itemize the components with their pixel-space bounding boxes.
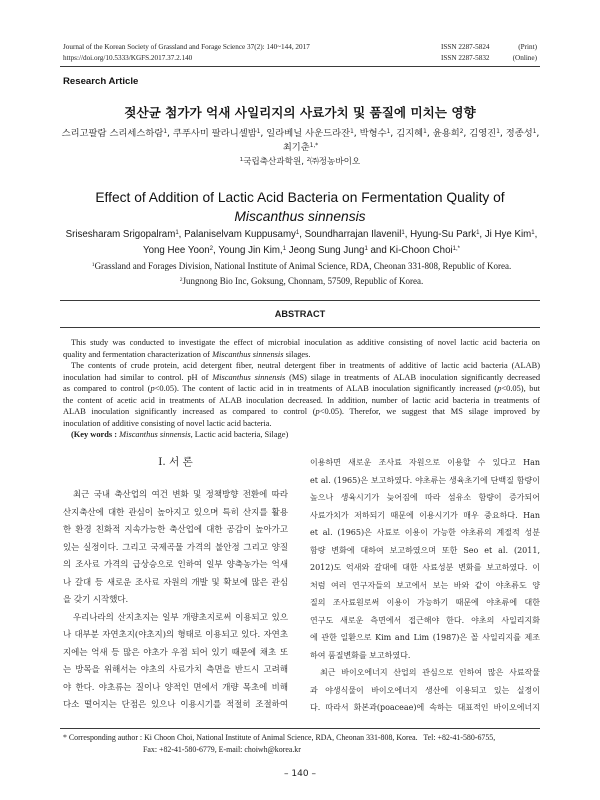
abstract-heading: ABSTRACT (274, 309, 326, 319)
abstract-line: the content of acetic acid in treatments of ALAB inoculation decreased. In addition, number of lactic acid bacteria in treatments of (63, 395, 540, 405)
bold-label: (Key words : (71, 430, 118, 440)
superscript-marker: 1 (386, 129, 391, 136)
text-run: , 쿠푸사미 팔라니셀밤 (167, 128, 257, 139)
text-run: ㈜정농바이오 (310, 157, 361, 167)
body-right-line: 사료가치가 저하되기 때문에 이용시기가 매우 중요하다. Han (310, 510, 540, 520)
doi-link[interactable]: https://doi.org/10.5333/KGFS.2017.37.2.140 (63, 53, 193, 62)
italic-text: p (150, 384, 155, 394)
superscript-marker: 1 (401, 229, 405, 236)
abstract-line: The contents of crude protein, acid detergent fiber, neutral detergent fiber in treatments of additive of lactic acid bacteria (ALAB) (71, 361, 540, 371)
abstract-paragraph (63, 429, 540, 441)
text-run: , (536, 128, 540, 139)
body-column-right (310, 454, 540, 717)
body-right-line: 최근 바이오에너지 산업의 관심으로 인하여 많은 사료작물 (320, 668, 540, 678)
korean-title: 젖산균 첨가가 억새 사일리지의 사료가치 및 품질에 미치는 영향 (124, 105, 476, 120)
text-run: , 일라베닐 사운드라잔 (260, 128, 351, 139)
body-left-line: 의 조사료 가격의 급상승으로 인하여 일부 양축농가는 억새 (63, 559, 288, 570)
abstract-body (63, 337, 540, 441)
body-left-line: 나 갈대 등 새로운 조사료 자원의 개발 및 확보에 많은 관심 (63, 576, 288, 587)
abstract-line: This study was conducted to investigate the effect of microbial inoculation as additive consisting of novel lactic acid bacteria on (71, 338, 540, 348)
article-type-label: Research Article (63, 76, 139, 87)
text-run: and Ki-Choon Choi (367, 245, 453, 256)
body-left-line: 나 대부분 자연초지(야초지)의 형태로 이용되고 있다. 자연초 (63, 629, 288, 640)
body-left-line: 다소 떨어지는 단점은 있으나 이용시기를 적절히 조절하여 (63, 699, 288, 710)
footnote-line: * Corresponding author : Ki Choon Choi, National Institute of Animal Science, RDA, Cheonan 331-808, Korea. Tel: +82-41-580-6755, (63, 733, 496, 742)
korean-authors (60, 127, 541, 155)
body-right-line: 다. 따라서 화본과(poaceae)에 속하는 대표적인 바이오에너지 (310, 703, 540, 713)
body-right-line: 에 관한 일환으로 Kim and Lim (1987)은 꼴 사일리지를 제조 (310, 633, 540, 643)
text-run: 국립축산과학원, (243, 157, 307, 167)
abstract-paragraph (63, 337, 540, 360)
text-run: , Hyung-Su Park (404, 229, 477, 240)
abstract-line (63, 406, 540, 418)
english-title (60, 188, 540, 226)
body-right-line: 이용하면 새로운 조사료 자원으로 이용할 수 있다고 Han (310, 458, 540, 468)
text-run: (MS) silage in treatments of ALAB inoculation significantly decreased (285, 372, 540, 382)
footnote-line: Fax: +82-41-580-6779, E-mail: choiwh@korea.kr (143, 745, 301, 754)
body-left-line: 을 갖기 시작했다. (63, 594, 129, 605)
body-right-line: et al. (1965)은 사료로 이용이 가능한 야초류의 계절적 성분 (310, 528, 540, 538)
issn-online (441, 53, 537, 64)
english-affiliation-line (62, 259, 541, 274)
text-run: <0.05). The content of lactic acid in in treatments of ALAB inoculation significantly increased ( (154, 384, 498, 394)
text-run: quality and fermentation characterization of (63, 349, 213, 359)
korean-author-line (60, 127, 541, 141)
corresponding-author-footnote (63, 732, 535, 756)
issn-print (441, 42, 537, 53)
body-right-line: 높으나 생육시기가 늦어짐에 따라 섬유소 함량이 증가되어 (310, 493, 540, 503)
text-run: , Young Jin Kim, (213, 245, 283, 256)
text-run: Jungnong Bio Inc, Goksung, Chonnam, 57509, Republic of Korea. (182, 275, 424, 286)
body-right-line: 2012)도 억새와 갈대에 대한 사료성분 변화를 보고하였다. 이 (310, 563, 540, 573)
text-run: Grassland and Forages Division, National Institute of Animal Science, RDA, Cheonan 331-808, Republic of Korea. (94, 260, 512, 271)
body-left-line: 있는 실정이다. 그리고 국제곡물 가격의 불안정 그리고 양질 (63, 541, 288, 552)
body-right-line: et al. (1965)은 보고하였다. 야초류는 생육초기에 단백질 함량이 (310, 475, 540, 485)
body-right-paragraph (310, 664, 540, 717)
text-run: , 김영진 (463, 128, 497, 139)
italic-text: p (497, 384, 502, 394)
superscript-marker: 1 (163, 129, 168, 136)
header-row-doi (63, 53, 537, 64)
korean-affiliations (60, 155, 540, 169)
italic-text: Miscanthus sinnensis (212, 372, 286, 382)
text-run: inoculation had similar to control. pH of (63, 372, 213, 382)
superscript-marker: 1 (282, 245, 287, 252)
superscript-marker: 1 (531, 229, 535, 236)
text-run: Srisesharam Srigopalram (65, 229, 176, 240)
body-left-line: 야 한다. 야초류는 질이나 양적인 면에서 개량 목초에 비해 (63, 681, 288, 692)
body-right-line: 처럼 여러 연구자들의 보고에서 보는 바와 같이 야초류도 양 (310, 580, 540, 590)
superscript-marker: 2 (459, 129, 464, 136)
body-left-line: 최근 국내 축산업의 여건 변화 및 정책방향 전환에 따라 (73, 489, 288, 500)
body-right-line: 질의 조사료원로써 이용이 가능하기 때문에 야초류에 대한 (310, 598, 540, 608)
superscript-marker: 1 (91, 261, 95, 268)
text-run: <0.05), but (501, 384, 540, 394)
text-run: ALAB inoculation significantly increased as compared to control ( (63, 407, 316, 417)
text-run: , (534, 229, 538, 240)
header-row-citation (63, 42, 537, 53)
superscript-marker: 1 (476, 229, 480, 236)
superscript-marker: 1 (532, 129, 537, 136)
abstract-line (63, 383, 540, 395)
text-run: as compared to control ( (63, 384, 151, 394)
superscript-marker: 2 (306, 157, 311, 164)
italic-text: Miscanthus sinnensis (212, 349, 284, 359)
superscript-marker: 1 (256, 129, 261, 136)
text-run: <0.05). Therefor, we suggest that MS silage improved by (319, 407, 540, 417)
body-left-paragraph (63, 609, 288, 714)
text-run: , Soundharrajan Ilavenil (299, 229, 402, 240)
journal-header (63, 42, 537, 64)
italic-text: Miscanthus sinnensis (234, 208, 366, 224)
abstract-top-rule (60, 300, 540, 301)
text-run: , Lactic acid bacteria, Silage) (190, 430, 289, 440)
body-left-line: 지에는 억새 등 많은 야초가 우점 되어 있기 때문에 채초 또 (63, 646, 288, 657)
english-author-line (62, 227, 541, 243)
footnote-rule (60, 728, 540, 729)
abstract-line: inoculation of additive consisting of novel lactic acid bacteria. (63, 418, 272, 428)
english-title-line: Effect of Addition of Lactic Acid Bacteria on Fermentation Quality of (95, 189, 505, 205)
korean-affiliation-line (60, 155, 540, 169)
abstract-paragraph (63, 360, 540, 429)
journal-citation: Journal of the Korean Society of Grassland and Forage Science 37(2): 140~144, 2017 (63, 42, 310, 51)
body-right-paragraph (310, 454, 540, 664)
body-left-line: 우리나라의 산지초지는 일부 개량초지로써 이용되고 있으 (73, 611, 288, 622)
abstract-line (63, 349, 540, 361)
text-run: , Ji Hye Kim (479, 229, 532, 240)
body-left-line: 한 환경 친화적 지속가능한 축산업에 대한 공감이 높아가고 (63, 524, 288, 535)
english-author-line (62, 243, 541, 259)
page-number: – 140 – (284, 769, 316, 779)
abstract-line (63, 372, 540, 384)
body-right-line: 과 야생식물이 바이오에너지 생산에 이용되고 있는 실정이 (310, 685, 540, 695)
english-affiliation-line (62, 274, 541, 289)
header-divider (60, 66, 540, 67)
issn-print-label: (Print) (518, 42, 537, 51)
superscript-marker: 1 (350, 129, 354, 136)
abstract-line (63, 429, 540, 441)
english-title-line (60, 207, 540, 226)
body-column-left (63, 486, 288, 714)
issn-online-label: (Online) (512, 53, 537, 62)
issn-print-number: ISSN 2287-5824 (441, 42, 490, 51)
abstract-bottom-rule (60, 327, 540, 328)
body-left-line: 는 방목을 위해서는 야초의 사료가치 측면을 반드시 고려해 (63, 664, 288, 675)
body-left-line: 산지축산에 대한 관심이 높아지고 있으며 특히 산지를 활용 (63, 506, 288, 517)
superscript-marker: 1 (496, 129, 500, 136)
superscript-marker: 1 (295, 229, 300, 236)
text-run: , Palaniselvam Kuppusamy (178, 229, 296, 240)
superscript-marker: 1 (239, 157, 244, 164)
italic-text: p (315, 407, 320, 417)
text-run: Jeong Sung Jung (286, 245, 365, 256)
section-heading-introduction: Ⅰ. 서 론 (158, 456, 193, 469)
superscript-marker: 1,* (309, 143, 319, 150)
body-right-line: 하여 품질변화를 보고하였다. (310, 650, 411, 660)
superscript-marker: 1 (175, 229, 179, 236)
text-run: silages. (283, 349, 311, 359)
text-run: , 윤용희 (426, 128, 460, 139)
text-run: 최기춘 (282, 142, 310, 153)
korean-author-line (60, 141, 541, 155)
text-run: 스리고팔람 스리세스하람 (61, 128, 164, 139)
issn-online-number: ISSN 2287-5832 (441, 53, 490, 62)
superscript-marker: 1 (423, 129, 427, 136)
superscript-marker: 2 (179, 276, 183, 283)
text-run: , 정종성 (499, 128, 533, 139)
body-right-line: 함량 변화에 대하여 보고하였으며 또한 Seo et al. (2011, (310, 545, 540, 555)
italic-text: Miscanthus sinnensis (119, 430, 191, 440)
text-run: , 박형수 (353, 128, 387, 139)
superscript-marker: 1,* (452, 245, 460, 252)
body-left-paragraph (63, 486, 288, 609)
text-run: , 김지혜 (390, 128, 424, 139)
english-authors (62, 227, 541, 259)
body-right-line: 연구도 새로운 측면에서 접근해야 한다. 야초의 사일리지화 (310, 615, 540, 625)
english-affiliations (62, 259, 541, 289)
superscript-marker: 2 (209, 245, 214, 252)
superscript-marker: 1 (364, 245, 368, 252)
text-run: Yong Hee Yoon (143, 245, 210, 256)
